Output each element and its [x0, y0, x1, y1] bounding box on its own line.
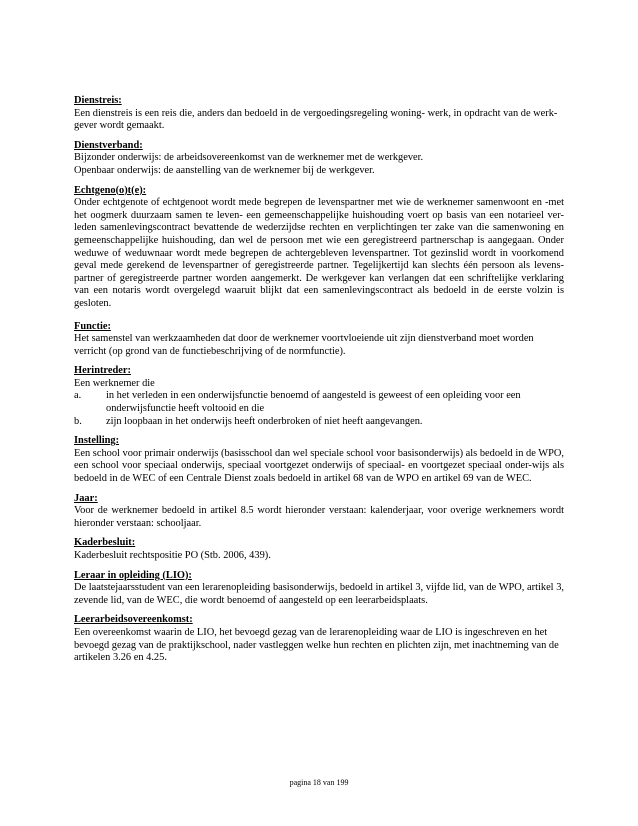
definition-text: De laatstejaarsstudent van een lerarenopleiding basisonderwijs, bedoeld in artikel 3, vijfde lid, van de WPO, artikel 3, zevende lid, van de WEC, die wordt benoemd of aangesteld op een leerarbeidsplaats.	[74, 582, 564, 606]
definition-functie	[74, 321, 564, 359]
definition-echtgenoot	[74, 185, 564, 311]
list-item	[74, 416, 564, 429]
definition-dienstreis	[74, 95, 564, 133]
definition-term: Echtgeno(o)t(e):	[74, 184, 147, 196]
document-page	[74, 95, 564, 672]
definition-dienstverband	[74, 140, 564, 178]
definition-leerarbeidsovereenkomst	[74, 614, 564, 664]
definition-term: Kaderbesluit:	[74, 537, 136, 549]
definition-text: Voor de werknemer bedoeld in artikel 8.5 wordt hieronder verstaan: kalenderjaar, voor overige werknemers wordt hieronder verstaan: schooljaar.	[74, 505, 564, 529]
definition-term: Leerarbeidsovereenkomst:	[74, 614, 193, 626]
definition-lio	[74, 570, 564, 608]
definition-term: Functie:	[74, 320, 111, 332]
definition-text: Een dienstreis is een reis die, anders dan bedoeld in de vergoedingsregeling woning- werk, in opdracht van de werk-gever wordt gemaakt.	[74, 107, 558, 132]
definition-text: Het samenstel van werkzaamheden dat door de werknemer voortvloeiende uit zijn dienstverband moet worden verricht (op grond van de functiebeschrijving of de normfunctie).	[74, 333, 534, 357]
definition-text: Kaderbesluit rechtspositie PO (Stb. 2006, 439).	[74, 550, 271, 561]
list-marker: b.	[74, 415, 82, 427]
definition-herintreder	[74, 365, 564, 428]
definition-text: Openbaar onderwijs: de aanstelling van de werknemer bij de werkgever.	[74, 164, 375, 176]
definition-text: Onder echtgenote of echtgenoot wordt mede begrepen de levenspartner met wie de werknemer samenwoont en -met het oogmerk duurzaam samen te leven- een gemeenschappelijke huishouding voert op basis van een notarieel ver-leden samenlevingscontract bevattende de wederzijdse rechten en verplichtingen ter zake van die samenwoning en gemeenschappelijke huishouding, dan wel de persoon met wie een geregistreerd partnerschap is aangegaan. Onder weduwe of weduwnaar wordt mede begrepen de achtergebleven levenspartner. Tot gezinslid wordt in voorkomend geval mede gerekend de levenspartner of geregistreerde partner. Tegelijkertijd kan slechts één persoon als levens-partner of geregistreerde partner worden aangemerkt. De werkgever kan verlangen dat een schriftelijke verklaring van een notaris wordt overgelegd waaruit blijkt dat een samenlevingscontract als bedoeld in de eerste volzin is gesloten.	[74, 197, 564, 309]
definition-kaderbesluit	[74, 537, 564, 562]
definition-term: Dienstreis:	[74, 95, 122, 106]
definition-term: Instelling:	[74, 435, 120, 447]
definition-term: Herintreder:	[74, 365, 131, 377]
list-item	[74, 390, 564, 415]
definition-text: Bijzonder onderwijs: de arbeidsovereenkomst van de werknemer met de werkgever.	[74, 152, 424, 164]
page-number: pagina 18 van 199	[289, 778, 349, 787]
definition-text: Een school voor primair onderwijs (basisschool dan wel speciale school voor basisonderwijs) als bedoeld in de WPO, een school voor speciaal onderwijs, speciaal voortgezet onderwijs of speciaal- en voortgezet speciaal onder-wijs als bedoeld in de WEC of een Centrale Dienst zoals bedoeld in artikel 68 van de WPO en artikel 69 van de WEC.	[74, 447, 564, 485]
definition-instelling	[74, 435, 564, 485]
definition-term: Jaar:	[74, 492, 98, 504]
list-marker: a.	[74, 390, 82, 402]
list-text: in het verleden in een onderwijsfunctie benoemd of aangesteld is geweest of een opleiding voor een onderwijsfunctie heeft voltooid en die	[106, 390, 521, 415]
definition-term: Leraar in opleiding (LIO):	[74, 569, 192, 581]
list-text: zijn loopbaan in het onderwijs heeft onderbroken of niet heeft aangevangen.	[106, 415, 423, 427]
definition-text: Een overeenkomst waarin de LIO, het bevoegd gezag van de lerarenopleiding waar de LIO is ingeschreven en het bevoegd gezag van de praktijkschool, nader vastleggen welke hun rechten en plichten zijn, met inachtneming van de artikelen 3.26 en 4.25.	[74, 626, 559, 664]
definition-term: Dienstverband:	[74, 139, 143, 151]
definition-jaar	[74, 493, 564, 531]
definition-list	[74, 390, 564, 428]
definition-text: Een werknemer die	[74, 377, 155, 389]
